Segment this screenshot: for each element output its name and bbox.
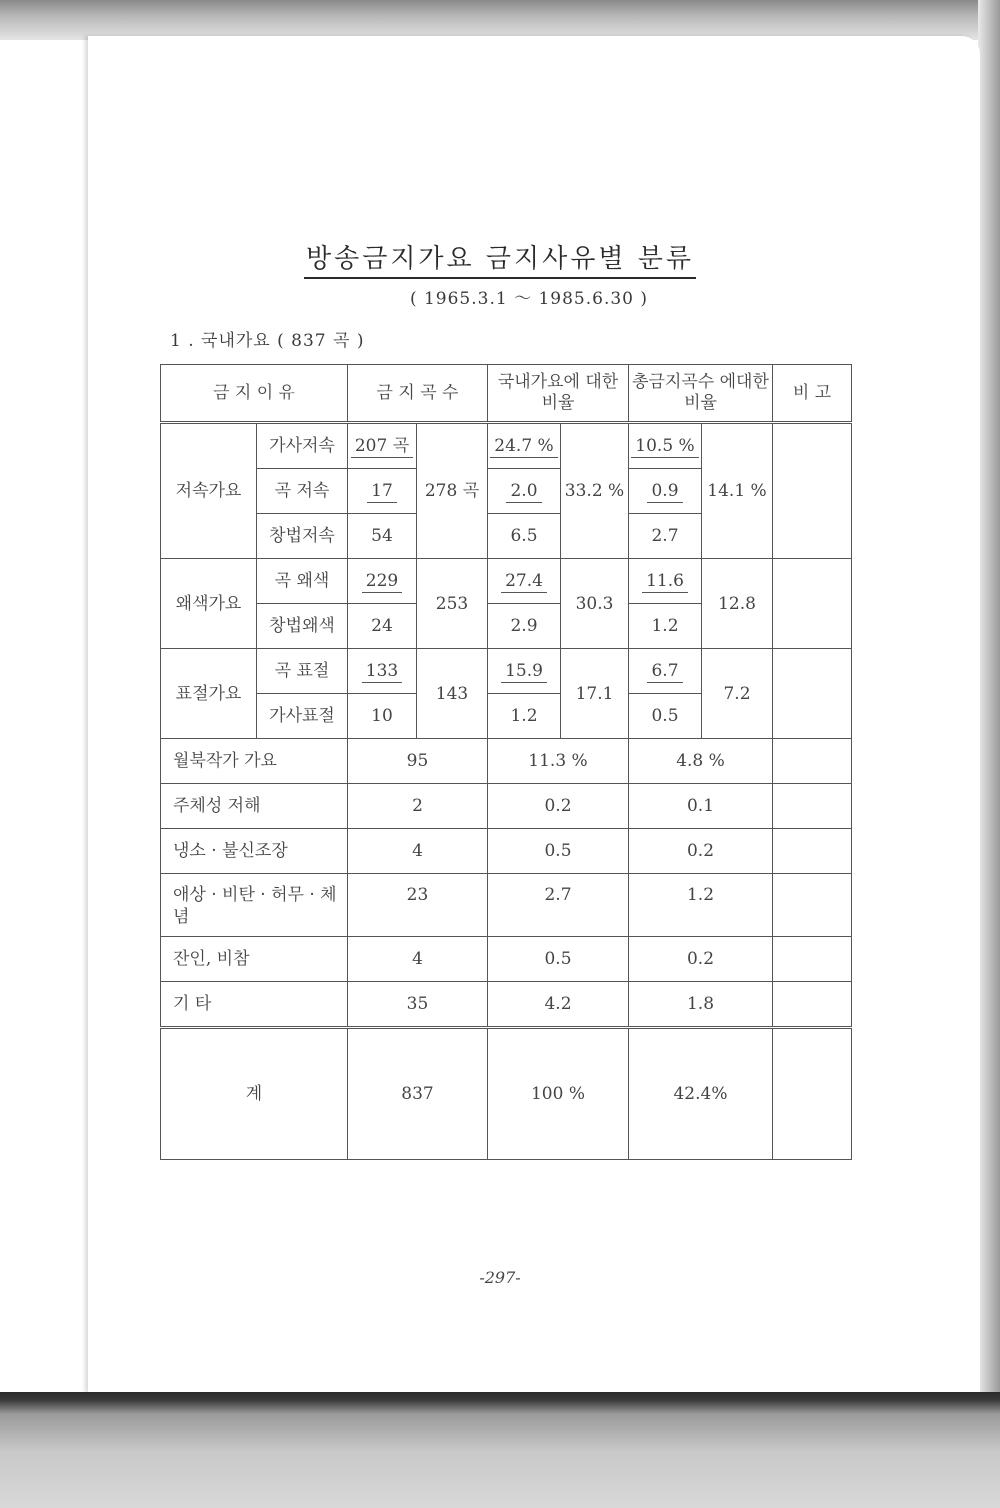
row-domestic: 2.7 — [488, 874, 629, 937]
row-count: 35 — [348, 982, 488, 1028]
ban-reason-table — [160, 364, 852, 1160]
row-overall: 1.2 — [629, 874, 773, 937]
total-overall: 42.4% — [629, 1028, 773, 1160]
sub-count-value: 17 — [367, 480, 397, 503]
row-count: 23 — [348, 874, 488, 937]
table-row — [161, 982, 852, 1028]
row-reason: 기 타 — [161, 982, 348, 1028]
sub-domestic — [488, 559, 561, 604]
sub-domestic — [488, 649, 561, 694]
sub-overall — [629, 649, 702, 694]
sub-overall — [629, 423, 702, 469]
remarks-cell — [773, 784, 852, 829]
sub-overall: 0.5 — [629, 694, 702, 739]
sub-domestic-value: 15.9 — [501, 660, 547, 683]
sub-reason: 가사저속 — [257, 423, 348, 469]
row-overall: 4.8 % — [629, 739, 773, 784]
row-reason: 냉소 · 불신조장 — [161, 829, 348, 874]
remarks-cell — [773, 739, 852, 784]
sub-domestic: 6.5 — [488, 514, 561, 559]
group-overall-total: 12.8 — [702, 559, 773, 649]
sub-overall: 2.7 — [629, 514, 702, 559]
row-count: 4 — [348, 937, 488, 982]
scan-bottom-shadow — [0, 1392, 1000, 1508]
sub-reason: 곡 표절 — [257, 649, 348, 694]
table-row — [161, 423, 852, 469]
sub-count — [348, 559, 417, 604]
sub-overall: 1.2 — [629, 604, 702, 649]
table-row — [161, 937, 852, 982]
sub-count-value: 207 곡 — [351, 435, 413, 458]
row-reason: 월북작가 가요 — [161, 739, 348, 784]
row-overall: 0.2 — [629, 829, 773, 874]
group-total: 143 — [417, 649, 488, 739]
sub-overall-value: 10.5 % — [631, 435, 698, 458]
table-row — [161, 649, 852, 694]
remarks-cell — [773, 1028, 852, 1160]
period-range: ( 1965.3.1 ～ 1985.6.30 ) — [409, 289, 649, 309]
remarks-cell — [773, 982, 852, 1028]
sub-overall-value: 0.9 — [647, 480, 682, 503]
table-header-row — [161, 365, 852, 423]
section-heading: 1 . 국내가요 ( 837 곡 ) — [170, 331, 365, 351]
sub-overall — [629, 559, 702, 604]
total-label: 계 — [161, 1028, 348, 1160]
sub-count-value: 229 — [362, 570, 402, 593]
row-count: 4 — [348, 829, 488, 874]
sub-domestic: 1.2 — [488, 694, 561, 739]
remarks-cell — [773, 423, 852, 559]
sub-count-value: 133 — [362, 660, 402, 683]
remarks-cell — [773, 937, 852, 982]
sub-domestic-value: 2.0 — [506, 480, 541, 503]
group-total: 253 — [417, 559, 488, 649]
sub-domestic — [488, 469, 561, 514]
sub-domestic-value: 27.4 — [501, 570, 547, 593]
sub-count — [348, 423, 417, 469]
sub-overall — [629, 469, 702, 514]
table-row — [161, 784, 852, 829]
row-domestic: 0.5 — [488, 829, 629, 874]
remarks-cell — [773, 829, 852, 874]
sub-overall-value: 6.7 — [647, 660, 682, 683]
table-row — [161, 739, 852, 784]
page-number: -297- — [479, 1268, 521, 1287]
remarks-cell — [773, 649, 852, 739]
header-domestic-ratio: 국내가요에 대한 비율 — [488, 365, 629, 423]
sub-count: 24 — [348, 604, 417, 649]
document-title-text: 방송금지가요 금지사유별 분류 — [304, 244, 696, 279]
total-row — [161, 1028, 852, 1160]
sub-reason: 곡 왜색 — [257, 559, 348, 604]
row-domestic: 0.5 — [488, 937, 629, 982]
group-domestic-total: 17.1 — [561, 649, 629, 739]
sub-reason: 곡 저속 — [257, 469, 348, 514]
sub-count: 10 — [348, 694, 417, 739]
row-overall: 1.8 — [629, 982, 773, 1028]
row-reason: 잔인, 비참 — [161, 937, 348, 982]
header-count: 금 지 곡 수 — [348, 365, 488, 423]
table-row — [161, 559, 852, 604]
sub-reason: 창법왜색 — [257, 604, 348, 649]
group-total: 278 곡 — [417, 423, 488, 559]
group-overall-total: 14.1 % — [702, 423, 773, 559]
sub-count: 54 — [348, 514, 417, 559]
scan-top-shadow — [0, 0, 1000, 40]
group-name: 왜색가요 — [161, 559, 257, 649]
group-domestic-total: 33.2 % — [561, 423, 629, 559]
sub-domestic: 2.9 — [488, 604, 561, 649]
row-overall: 0.1 — [629, 784, 773, 829]
table-row — [161, 874, 852, 937]
total-domestic: 100 % — [488, 1028, 629, 1160]
group-overall-total: 7.2 — [702, 649, 773, 739]
row-reason: 주체성 저해 — [161, 784, 348, 829]
sub-reason: 가사표절 — [257, 694, 348, 739]
group-domestic-total: 30.3 — [561, 559, 629, 649]
header-remarks: 비 고 — [773, 365, 852, 423]
group-name: 저속가요 — [161, 423, 257, 559]
sub-count — [348, 649, 417, 694]
row-count: 95 — [348, 739, 488, 784]
sub-domestic — [488, 423, 561, 469]
remarks-cell — [773, 874, 852, 937]
sub-domestic-value: 24.7 % — [490, 435, 557, 458]
sub-reason: 창법저속 — [257, 514, 348, 559]
sub-count — [348, 469, 417, 514]
group-name: 표절가요 — [161, 649, 257, 739]
total-count: 837 — [348, 1028, 488, 1160]
row-count: 2 — [348, 784, 488, 829]
row-domestic: 11.3 % — [488, 739, 629, 784]
table-row — [161, 829, 852, 874]
header-reason: 금 지 이 유 — [161, 365, 348, 423]
document-title — [0, 238, 1000, 275]
header-total-ratio: 총금지곡수 에대한비율 — [629, 365, 773, 423]
row-overall: 0.2 — [629, 937, 773, 982]
row-reason: 애상 · 비탄 · 허무 · 체념 — [161, 874, 348, 937]
row-domestic: 0.2 — [488, 784, 629, 829]
remarks-cell — [773, 559, 852, 649]
row-domestic: 4.2 — [488, 982, 629, 1028]
sub-overall-value: 11.6 — [642, 570, 688, 593]
